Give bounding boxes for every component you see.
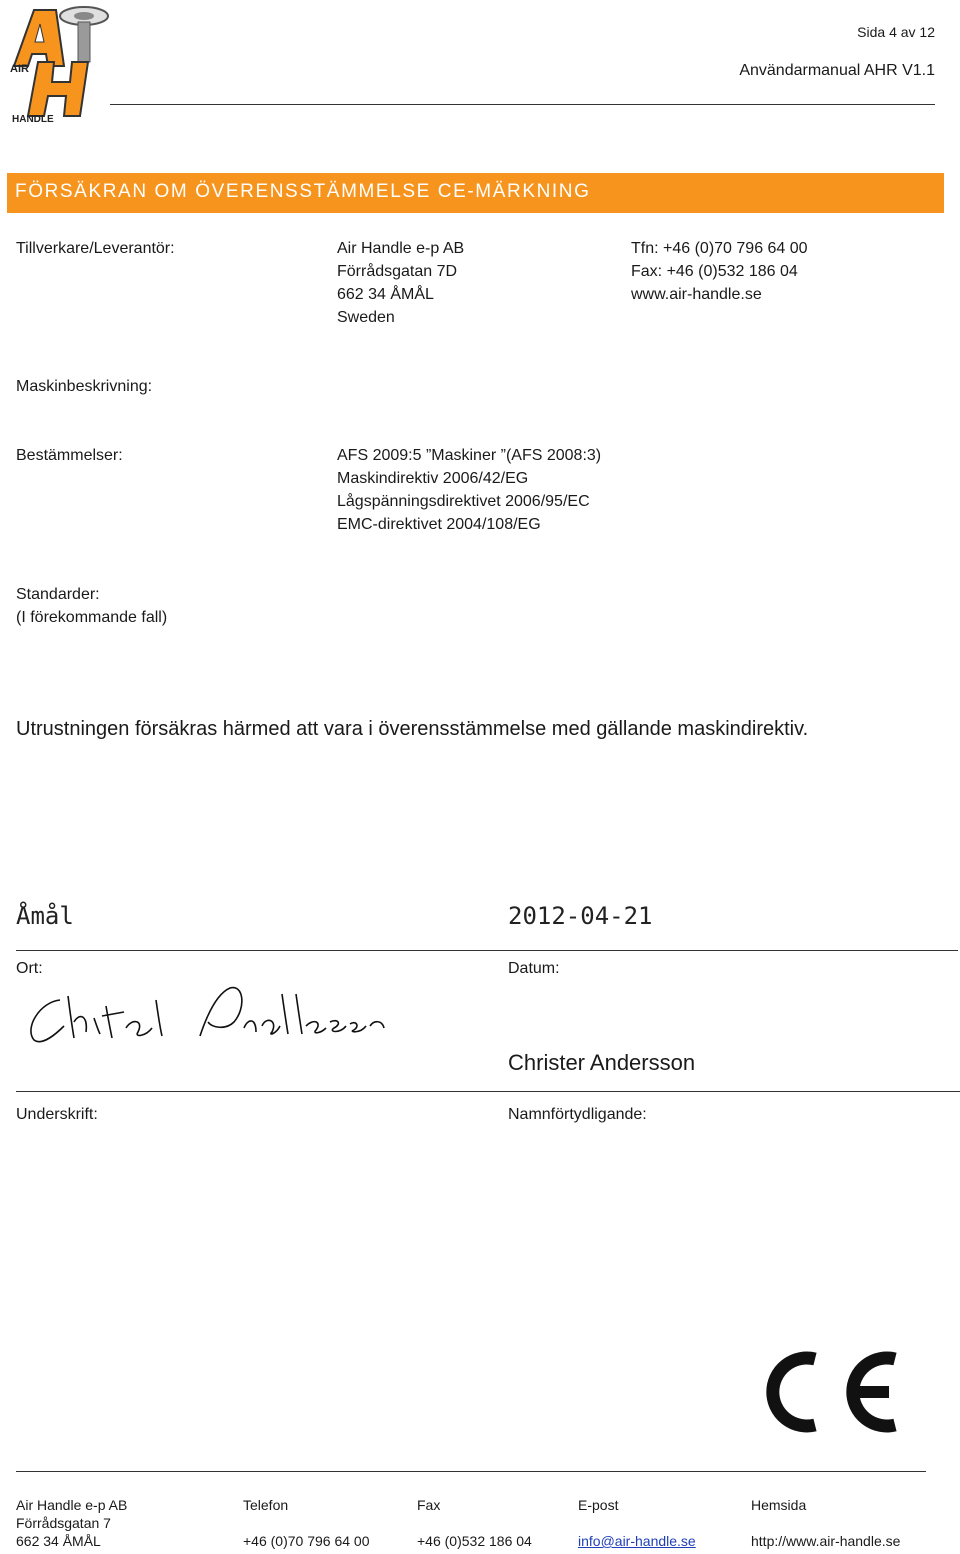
- standards-label: Standarder:: [16, 586, 100, 603]
- manufacturer-label: Tillverkare/Leverantör:: [16, 240, 175, 257]
- svg-text:HANDLE: HANDLE: [12, 114, 54, 124]
- footer-rule: [16, 1471, 926, 1472]
- manufacturer-address: [337, 237, 464, 329]
- footer-phone-value: +46 (0)70 796 64 00: [243, 1533, 370, 1549]
- regulation-item: EMC-direktivet 2004/108/EG: [337, 516, 541, 533]
- contact-website: www.air-handle.se: [631, 286, 762, 303]
- date-label: Datum:: [508, 960, 560, 977]
- regulations-list: [337, 444, 601, 536]
- footer-phone-label: Telefon: [243, 1497, 289, 1513]
- name-clarification-value: Christer Andersson: [508, 1050, 696, 1075]
- standards-block: [16, 583, 167, 629]
- footer-website-value: http://www.air-handle.se: [751, 1533, 901, 1549]
- header-rule: [110, 104, 935, 105]
- contact-fax: Fax: +46 (0)532 186 04: [631, 263, 798, 280]
- section-title: FÖRSÄKRAN OM ÖVERENSSTÄMMELSE CE-MÄRKNING: [15, 181, 591, 202]
- address-line: 662 34 ÅMÅL: [337, 286, 434, 303]
- machine-description-label: Maskinbeskrivning:: [16, 378, 153, 395]
- address-line: Air Handle e-p AB: [337, 240, 465, 257]
- signature-image: [20, 978, 390, 1050]
- manual-title: Användarmanual AHR V1.1: [739, 62, 935, 79]
- svg-text:AIR: AIR: [10, 63, 29, 75]
- footer-company-city: 662 34 ÅMÅL: [16, 1533, 101, 1549]
- air-handle-logo: [4, 2, 110, 124]
- footer-website-label: Hemsida: [751, 1497, 807, 1513]
- place-label: Ort:: [16, 960, 43, 977]
- signature-rule: [16, 1091, 960, 1092]
- declaration-text: Utrustningen försäkras härmed att vara i överensstämmelse med gällande maskindirektiv.: [16, 718, 809, 740]
- place-date-rule: [16, 950, 958, 951]
- footer-company: [16, 1496, 127, 1550]
- footer-fax-value: +46 (0)532 186 04: [417, 1533, 532, 1549]
- contact-phone: Tfn: +46 (0)70 796 64 00: [631, 240, 808, 257]
- regulation-item: Maskindirektiv 2006/42/EG: [337, 470, 529, 487]
- page-number: Sida 4 av 12: [857, 24, 935, 40]
- regulation-item: AFS 2009:5 ”Maskiner ”(AFS 2008:3): [337, 447, 602, 464]
- date-value: 2012-04-21: [508, 902, 653, 930]
- regulation-item: Lågspänningsdirektivet 2006/95/EC: [337, 493, 590, 510]
- standards-note: (I förekommande fall): [16, 609, 168, 626]
- place-value: Åmål: [16, 902, 74, 930]
- name-clarification-label: Namnförtydligande:: [508, 1106, 647, 1123]
- regulations-label: Bestämmelser:: [16, 447, 123, 464]
- footer-fax-label: Fax: [417, 1497, 441, 1513]
- footer-email-label: E-post: [578, 1497, 619, 1513]
- section-banner: [7, 173, 944, 213]
- footer-email-link[interactable]: info@air-handle.se: [578, 1533, 696, 1549]
- manufacturer-contact: [631, 237, 808, 306]
- signature-label: Underskrift:: [16, 1106, 98, 1123]
- address-line: Sweden: [337, 309, 395, 326]
- footer-company-name: Air Handle e-p AB: [16, 1497, 128, 1513]
- footer-company-street: Förrådsgatan 7: [16, 1515, 111, 1531]
- ce-mark: [745, 1337, 945, 1447]
- address-line: Förrådsgatan 7D: [337, 263, 458, 280]
